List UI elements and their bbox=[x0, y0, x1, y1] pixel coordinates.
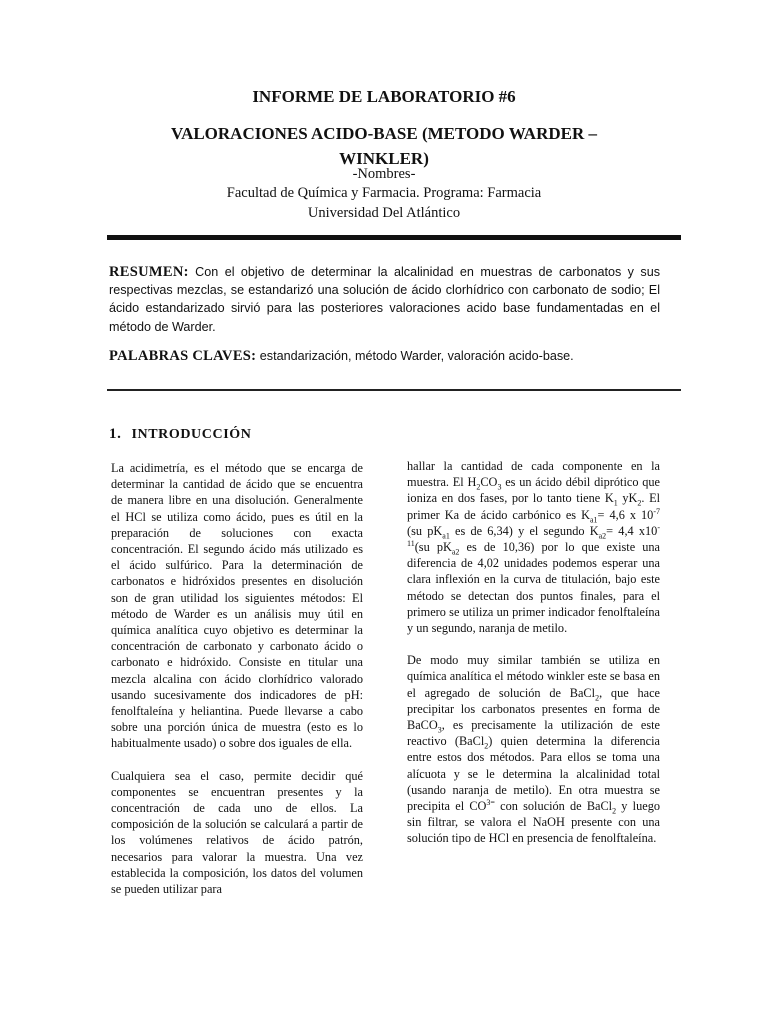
keywords-block bbox=[109, 348, 669, 365]
keywords-label: PALABRAS CLAVES: bbox=[109, 348, 257, 364]
section-heading bbox=[109, 426, 251, 443]
keywords-text: estandarización, método Warder, valoración acido-base. bbox=[259, 349, 574, 363]
university-line: Universidad Del Atlántico bbox=[307, 205, 461, 221]
intro-paragraph-4: De modo muy similar también se utiliza en química analítica el método winkler este se basa en el agregado de solución de BaCl$_2$, que hace precipitar los carbonatos presentes en forma de BaCO$_3$, es precisamente la utilización de este reactivo (BaCl$_2$) quien determina la diferencia entre estos dos métodos. Para ellos se toma una alícuota y se le determina la alcalinidad total (usando naranja de metilo). En otra muestra se precipita el $CO^{3=}$ con solución de BaCl$_2$ y luego sin filtrar, se valora el NaOH presente con una solución tipo de HCl en presencia de fenolftaleína. bbox=[407, 653, 661, 846]
section-number: 1. bbox=[109, 426, 122, 442]
intro-paragraph-3: hallar la cantidad de cada componente en la muestra. El $H_2CO_3$ es un ácido débil diprótico que ioniza en dos fases, por lo tanto tiene $K_1$ $yK_2$. El primer Ka de ácido carbónico es $K_{a1}= 4,6$ x $10^{-7}$ (su $pK_{a1}$ es de 6,34) y el segundo $K_{a2}= 4,4$ $x10^{-11}(su$ $pK_{a2}$ es de 10,36) por lo que existe una diferencia de 4,02 unidades podemos esperar una clara inflexión en la curva de titulación, bajo este método se detectan dos puntos finales, para el primero se utiliza un primer indicador fenolftaleína y un segundo, naranja de metilo. bbox=[407, 459, 661, 636]
abstract-text: Con el objetivo de determinar la alcalinidad en muestras de carbonatos y sus respectivas mezclas, se estandarizó una solución de ácido clorhídrico con carbonato de sodio; El ácido estandarizado sirvió para las posteriores valoraciones acido base fundamentadas en el método de Warder. bbox=[109, 265, 660, 334]
bottom-divider bbox=[107, 389, 681, 391]
abstract-label: RESUMEN: bbox=[109, 264, 189, 280]
section-title: INTRODUCCIÓN bbox=[131, 427, 252, 442]
intro-paragraph-1: La acidimetría, es el método que se encarga de determinar la cantidad de ácido que se encuentra de manera libre en una disolución. Generalmente el HCl se utiliza como ácido, pues es útil en la preparación de soluciones con exacta concentración. El segundo ácido más utilizado es el ácido sulfúrico. Para la determinación de carbonatos e hidróxidos presentes en disolución son de gran utilidad los siguientes métodos: El método de Warder es un análisis muy útil en química analítica cuyo objetivo es determinar la concentración de carbonato y carbonato ácido o carbonato e hidróxido. Consiste en titular una mezcla alcalina con ácido clorhídrico valorado usando sucesivamente dos indicadores de pH: fenolftaleína y heliantina. Puede llevarse a cabo sobre una porción única de muestra (esto es lo habitualmente usado) o sobre dos iguales de ella. bbox=[111, 461, 363, 751]
faculty-line: Facultad de Química y Farmacia. Programa: Farmacia bbox=[226, 185, 542, 201]
report-subtitle: VALORACIONES ACIDO-BASE (METODO WARDER – WINKLER) bbox=[170, 124, 598, 168]
abstract-block bbox=[109, 263, 660, 336]
left-column bbox=[111, 460, 363, 913]
right-column bbox=[407, 458, 660, 863]
report-title: INFORME DE LABORATORIO #6 bbox=[252, 87, 516, 106]
top-divider bbox=[107, 235, 681, 240]
authors-line: -Nombres- bbox=[352, 166, 416, 182]
intro-paragraph-2: Cualquiera sea el caso, permite decidir qué componentes se encuentran presentes y la concentración de cada uno de ellos. La composición de la solución se calculará a partir de los volúmenes relativos de ácido patrón, necesarios para valorar la muestra. Una vez establecida la composición, los datos del volumen se pueden utilizar para bbox=[111, 768, 363, 897]
